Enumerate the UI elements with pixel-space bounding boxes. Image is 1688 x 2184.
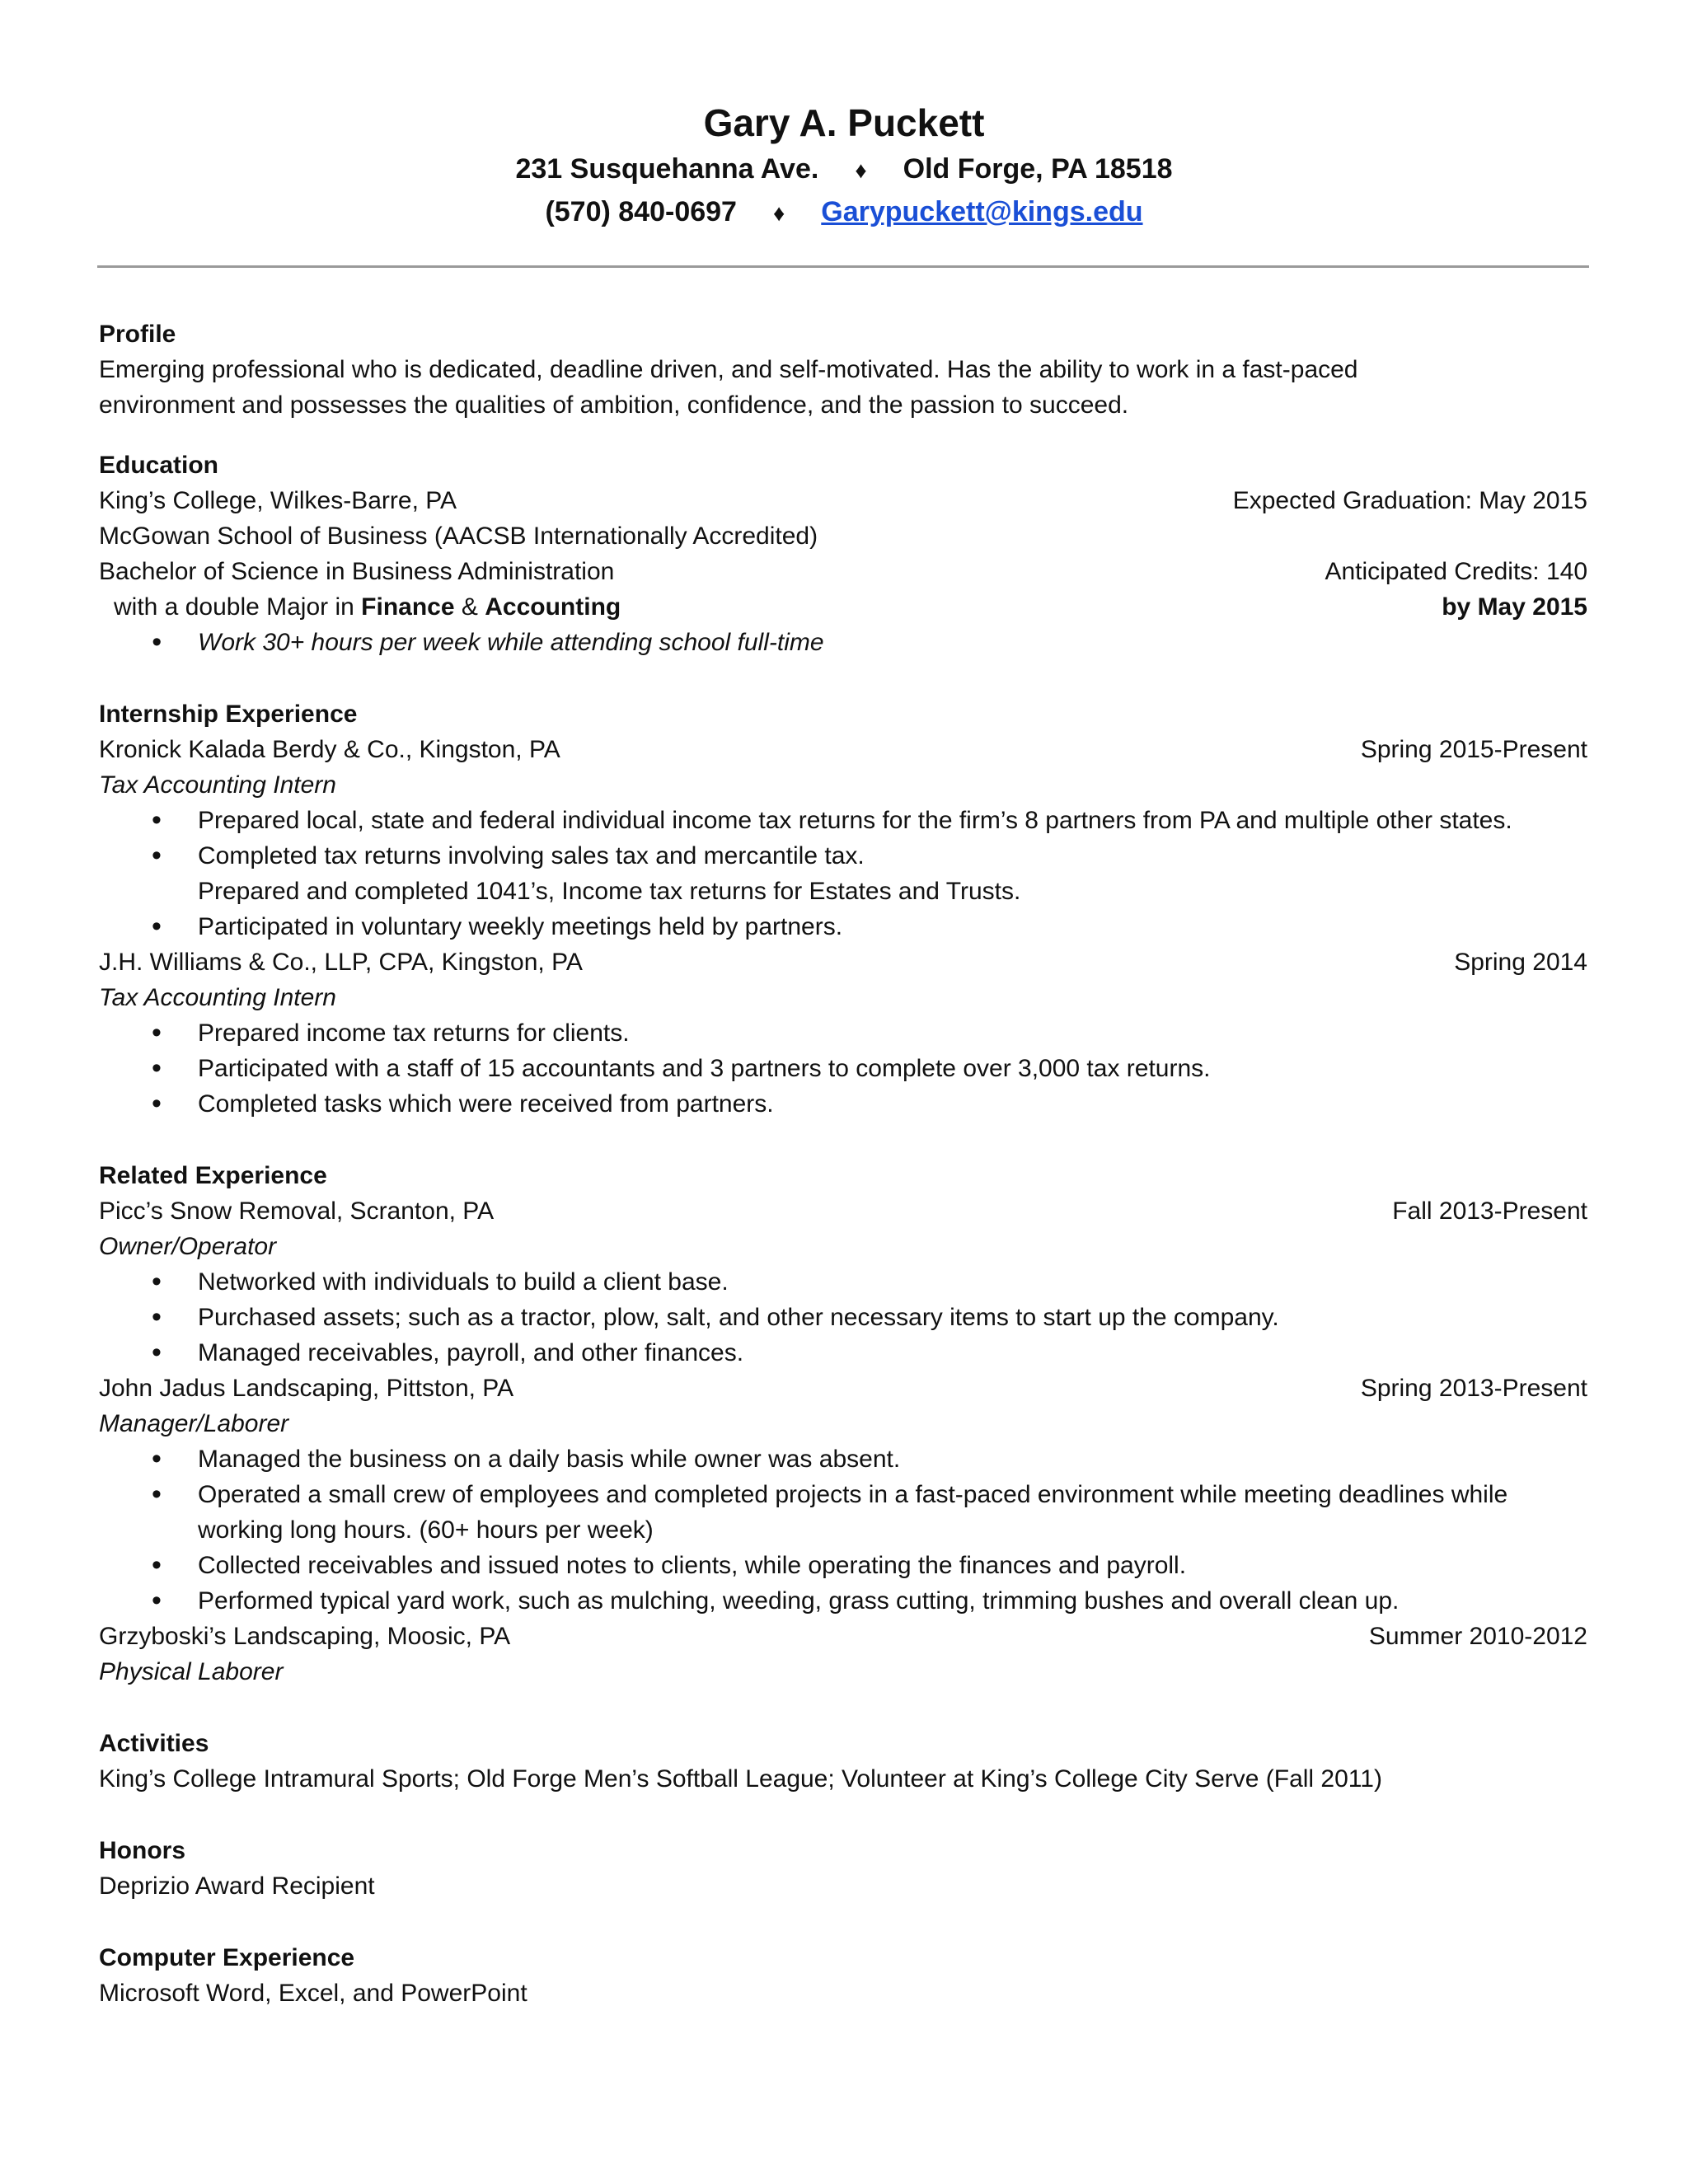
honors-heading: Honors (99, 1837, 185, 1864)
job-row (99, 1619, 1587, 1654)
profile-heading: Profile (99, 321, 176, 348)
job-role: Manager/Laborer (99, 1410, 289, 1437)
profile-line: Emerging professional who is dedicated, deadline driven, and self-motivated. Has the ability to work in a fast-paced (99, 356, 1358, 383)
job-dates: Summer 2010-2012 (1368, 1623, 1587, 1650)
job-dates: Fall 2013-Present (1392, 1197, 1587, 1225)
phone-number: (570) 840-0697 (545, 196, 737, 227)
list-item: • Prepared income tax returns for clients. (198, 1015, 1587, 1051)
related-heading: Related Experience (99, 1162, 327, 1189)
job-dates: Spring 2013-Present (1360, 1375, 1587, 1402)
job-company: Kronick Kalada Berdy & Co., Kingston, PA (99, 736, 560, 763)
degree: Bachelor of Science in Business Administration (99, 558, 615, 585)
header-divider (97, 265, 1589, 268)
list-item: • Managed the business on a daily basis while owner was absent. (198, 1441, 1587, 1477)
list-item: • Managed receivables, payroll, and other finances. (198, 1335, 1587, 1371)
city-state-zip: Old Forge, PA 18518 (903, 153, 1173, 185)
list-item: • Completed tax returns involving sales tax and mercantile tax. (198, 838, 1587, 874)
job-company: Picc’s Snow Removal, Scranton, PA (99, 1197, 495, 1225)
list-item: • Performed typical yard work, such as mulching, weeding, grass cutting, trimming bushes and overall clean up. (198, 1583, 1587, 1619)
education-bullets (99, 625, 1587, 660)
list-item: • Purchased assets; such as a tractor, plow, salt, and other necessary items to start up the company. (198, 1300, 1587, 1335)
email-link[interactable]: Garypuckett@kings.edu (821, 196, 1143, 227)
street-address: 231 Susquehanna Ave. (515, 153, 819, 185)
major-prefix: with a double Major in (114, 593, 362, 621)
list-item: • Prepared local, state and federal individual income tax returns for the firm’s 8 partners from PA and multiple other states. (198, 803, 1587, 838)
job-row (99, 1193, 1587, 1229)
business-school: McGowan School of Business (AACSB Internationally Accredited) (99, 523, 818, 550)
job-dates: Spring 2015-Present (1360, 736, 1587, 763)
job-bullets (99, 1264, 1587, 1371)
resume-body (99, 316, 1587, 2011)
phone-email-line (0, 191, 1688, 234)
address-line (0, 148, 1688, 191)
major (99, 589, 621, 625)
major-finance: Finance (361, 593, 455, 621)
anticipated-credits: Anticipated Credits: 140 (1325, 558, 1587, 585)
diamond-separator-icon: ♦ (855, 157, 867, 183)
job-row (99, 1371, 1587, 1406)
education-school-row (99, 483, 1587, 518)
activities-heading: Activities (99, 1730, 209, 1757)
education-degree-row (99, 554, 1587, 589)
candidate-name: Gary A. Puckett (703, 101, 985, 144)
list-item: • Completed tasks which were received from partners. (198, 1086, 1587, 1122)
job-row (99, 944, 1587, 980)
major-accounting: Accounting (485, 593, 621, 621)
list-item: Prepared and completed 1041’s, Income tax returns for Estates and Trusts. (198, 878, 1021, 905)
internship-heading: Internship Experience (99, 701, 358, 728)
list-item: • Networked with individuals to build a client base. (198, 1264, 1587, 1300)
diamond-separator-icon: ♦ (772, 200, 785, 226)
list-item: • Work 30+ hours per week while attending school full-time (198, 625, 1587, 660)
job-role: Tax Accounting Intern (99, 771, 336, 799)
job-bullets (99, 1015, 1587, 1122)
list-item: • Participated in voluntary weekly meetings held by partners. (198, 909, 1587, 944)
job-bullets (99, 1441, 1587, 1619)
job-company: Grzyboski’s Landscaping, Moosic, PA (99, 1623, 511, 1650)
profile-line: environment and possesses the qualities of ambition, confidence, and the passion to succeed. (99, 391, 1129, 419)
graduation-date: Expected Graduation: May 2015 (1232, 487, 1587, 514)
job-dates: Spring 2014 (1454, 949, 1587, 976)
job-role: Physical Laborer (99, 1658, 284, 1685)
job-row (99, 732, 1587, 767)
school-name: King’s College, Wilkes-Barre, PA (99, 487, 457, 514)
list-item: • Operated a small crew of employees and completed projects in a fast-paced environment while meeting deadlines while working long hours. (60+ hours per week) (198, 1477, 1587, 1548)
job-role: Owner/Operator (99, 1233, 277, 1260)
list-item: • Participated with a staff of 15 accountants and 3 partners to complete over 3,000 tax returns. (198, 1051, 1587, 1086)
education-major-row (99, 589, 1587, 625)
honors-text: Deprizio Award Recipient (99, 1872, 375, 1900)
list-item: • Collected receivables and issued notes to clients, while operating the finances and payroll. (198, 1548, 1587, 1583)
job-company: J.H. Williams & Co., LLP, CPA, Kingston, PA (99, 949, 583, 976)
education-heading: Education (99, 452, 219, 479)
activities-text: King’s College Intramural Sports; Old Forge Men’s Softball League; Volunteer at King’s College City Serve (Fall 2011) (99, 1765, 1382, 1793)
job-bullets (99, 803, 1587, 944)
resume-header (0, 97, 1688, 234)
credits-deadline: by May 2015 (1442, 593, 1587, 621)
job-role: Tax Accounting Intern (99, 984, 336, 1011)
computer-heading: Computer Experience (99, 1944, 355, 1971)
job-company: John Jadus Landscaping, Pittston, PA (99, 1375, 514, 1402)
major-and: & (454, 593, 485, 621)
computer-text: Microsoft Word, Excel, and PowerPoint (99, 1980, 528, 2007)
